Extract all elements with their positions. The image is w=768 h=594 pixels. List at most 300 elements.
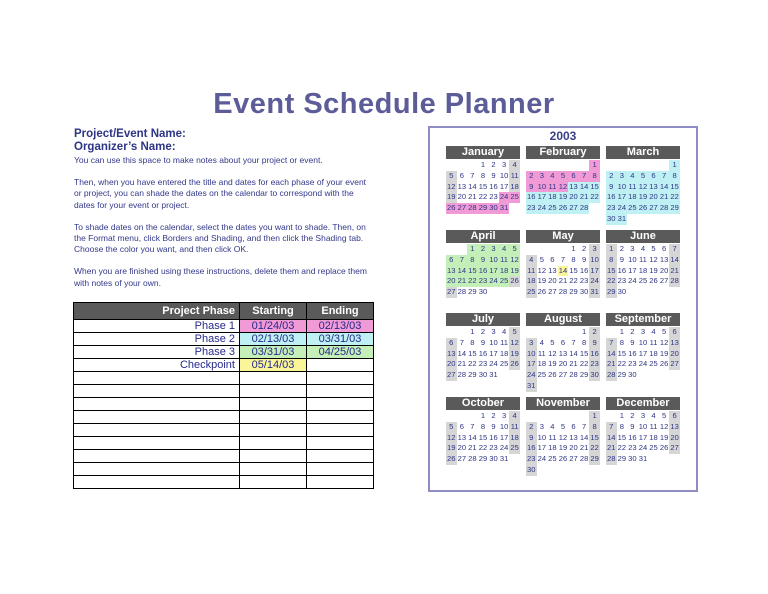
day-cell[interactable]: 19	[659, 348, 669, 358]
empty-cell[interactable]	[74, 385, 240, 398]
day-cell[interactable]: 3	[491, 327, 496, 336]
day-cell[interactable]: 28	[468, 454, 477, 464]
day-cell[interactable]: 11	[527, 265, 536, 275]
day-cell[interactable]: 16	[478, 348, 488, 358]
day-cell[interactable]: 4	[509, 160, 520, 171]
day-cell[interactable]: 8	[606, 255, 617, 266]
day-cell[interactable]: 21	[457, 276, 467, 286]
day-cell[interactable]: 2	[630, 411, 635, 420]
day-cell[interactable]: 7	[659, 171, 670, 182]
day-cell[interactable]: 7	[470, 170, 475, 180]
day-cell[interactable]: 22	[579, 359, 589, 369]
day-cell[interactable]: 6	[459, 170, 464, 180]
day-cell[interactable]: 9	[526, 182, 537, 193]
day-cell[interactable]: 14	[457, 265, 467, 275]
day-cell[interactable]: 26	[659, 443, 669, 453]
day-cell[interactable]: 27	[670, 359, 679, 369]
day-cell[interactable]: 20	[447, 359, 456, 369]
day-cell[interactable]: 13	[558, 348, 568, 358]
day-cell[interactable]: 6	[560, 337, 566, 347]
day-cell[interactable]: 16	[579, 265, 589, 275]
day-cell[interactable]: 31	[499, 203, 509, 213]
day-cell[interactable]: 2	[619, 244, 624, 253]
day-cell[interactable]: 8	[470, 337, 475, 347]
empty-cell[interactable]	[307, 476, 374, 489]
empty-cell[interactable]	[307, 411, 374, 424]
day-cell[interactable]: 29	[569, 287, 578, 297]
day-cell[interactable]: 12	[659, 421, 669, 431]
day-cell[interactable]: 29	[670, 203, 679, 213]
day-cell[interactable]: 7	[581, 421, 587, 431]
day-cell[interactable]: 16	[478, 265, 488, 275]
day-cell[interactable]: 28	[457, 370, 467, 380]
day-cell[interactable]: 2	[491, 411, 496, 420]
day-cell[interactable]: 17	[489, 265, 498, 275]
day-cell[interactable]: 18	[649, 432, 658, 442]
day-cell[interactable]: 24	[617, 203, 627, 213]
day-cell[interactable]: 19	[447, 192, 456, 202]
day-cell[interactable]: 5	[446, 171, 457, 182]
day-cell[interactable]: 11	[548, 432, 557, 442]
day-cell[interactable]: 1	[606, 244, 617, 255]
day-cell[interactable]: 6	[661, 244, 667, 253]
day-cell[interactable]: 22	[617, 443, 627, 453]
day-cell[interactable]: 27	[649, 203, 658, 213]
day-cell[interactable]: 3	[539, 421, 544, 431]
day-cell[interactable]: 1	[589, 411, 600, 422]
day-cell[interactable]: 19	[558, 443, 568, 453]
day-cell[interactable]: 17	[537, 192, 547, 202]
empty-cell[interactable]	[240, 372, 307, 385]
day-cell[interactable]: 17	[638, 432, 648, 442]
empty-cell[interactable]	[307, 398, 374, 411]
day-cell[interactable]: 26	[447, 454, 456, 464]
day-cell[interactable]: 25	[649, 443, 658, 453]
day-cell[interactable]: 22	[478, 192, 488, 202]
day-cell[interactable]: 21	[607, 443, 616, 453]
empty-cell[interactable]	[240, 476, 307, 489]
day-cell[interactable]: 30	[489, 203, 498, 213]
day-cell[interactable]: 9	[581, 254, 587, 264]
day-cell[interactable]: 12	[510, 254, 519, 264]
day-cell[interactable]: 29	[468, 287, 477, 297]
empty-cell[interactable]	[74, 424, 240, 437]
day-cell[interactable]: 13	[670, 337, 679, 347]
day-cell[interactable]: 14	[670, 254, 679, 264]
day-cell[interactable]: 21	[579, 192, 589, 202]
day-cell[interactable]: 23	[478, 276, 488, 286]
day-cell[interactable]: 26	[649, 276, 658, 286]
day-cell[interactable]: 3	[501, 411, 507, 420]
empty-cell[interactable]	[74, 411, 240, 424]
day-cell[interactable]: 5	[638, 171, 649, 182]
day-cell[interactable]: 23	[489, 192, 498, 202]
day-cell[interactable]: 16	[590, 348, 599, 358]
end-date-cell[interactable]: 02/13/03	[307, 320, 374, 333]
day-cell[interactable]: 26	[548, 370, 557, 380]
day-cell[interactable]: 24	[638, 443, 648, 453]
day-cell[interactable]: 12	[638, 181, 648, 191]
day-cell[interactable]: 16	[607, 192, 616, 202]
day-cell[interactable]: 4	[526, 255, 537, 266]
day-cell[interactable]: 15	[607, 265, 616, 275]
day-cell[interactable]: 24	[537, 454, 547, 464]
day-cell[interactable]: 24	[499, 443, 509, 453]
day-cell[interactable]: 16	[628, 348, 637, 358]
day-cell[interactable]: 22	[670, 192, 679, 202]
phase-name-cell[interactable]: Phase 1	[74, 320, 240, 333]
day-cell[interactable]: 10	[537, 432, 547, 442]
day-cell[interactable]: 3	[640, 327, 646, 336]
day-cell[interactable]: 23	[617, 276, 627, 286]
day-cell[interactable]: 1	[619, 411, 624, 420]
day-cell[interactable]: 4	[501, 327, 507, 336]
day-cell[interactable]: 15	[579, 348, 589, 358]
day-cell[interactable]: 26	[558, 454, 568, 464]
day-cell[interactable]: 5	[661, 327, 667, 336]
day-cell[interactable]: 15	[478, 432, 488, 442]
day-cell[interactable]: 28	[468, 203, 477, 213]
day-cell[interactable]: 7	[606, 422, 617, 433]
day-cell[interactable]: 3	[617, 171, 628, 182]
day-cell[interactable]: 11	[628, 181, 637, 191]
day-cell[interactable]: 30	[617, 287, 627, 297]
day-cell[interactable]: 28	[607, 370, 616, 380]
day-cell[interactable]: 30	[478, 370, 488, 380]
day-cell[interactable]: 25	[628, 203, 637, 213]
day-cell[interactable]: 10	[628, 254, 637, 264]
day-cell[interactable]: 20	[659, 265, 669, 275]
day-cell[interactable]: 12	[447, 181, 456, 191]
day-cell[interactable]: 11	[500, 254, 509, 264]
day-cell[interactable]: 21	[569, 359, 578, 369]
day-cell[interactable]: 1	[480, 411, 486, 420]
day-cell[interactable]: 10	[638, 421, 648, 431]
day-cell[interactable]: 21	[468, 443, 477, 453]
day-cell[interactable]: 14	[468, 181, 477, 191]
start-date-cell[interactable]: 03/31/03	[240, 346, 307, 359]
day-cell[interactable]: 24	[499, 192, 509, 202]
day-cell[interactable]: 30	[579, 287, 589, 297]
day-cell[interactable]: 11	[649, 421, 658, 431]
day-cell[interactable]: 18	[649, 348, 658, 358]
day-cell[interactable]: 28	[670, 276, 679, 286]
day-cell[interactable]: 16	[527, 192, 536, 202]
day-cell[interactable]: 11	[639, 254, 647, 264]
day-cell[interactable]: 1	[571, 244, 576, 253]
day-cell[interactable]: 23	[628, 359, 637, 369]
day-cell[interactable]: 23	[489, 443, 498, 453]
day-cell[interactable]: 16	[489, 181, 498, 191]
day-cell[interactable]: 5	[446, 422, 457, 433]
day-cell[interactable]: 16	[527, 443, 536, 453]
day-cell[interactable]: 14	[659, 181, 669, 191]
day-cell[interactable]: 15	[468, 265, 477, 275]
day-cell[interactable]: 20	[670, 348, 679, 358]
day-cell[interactable]: 12	[649, 254, 658, 264]
day-cell[interactable]: 12	[659, 337, 669, 347]
day-cell[interactable]: 24	[590, 276, 599, 286]
day-cell[interactable]: 1	[589, 160, 600, 171]
empty-cell[interactable]	[240, 398, 307, 411]
empty-cell[interactable]	[74, 372, 240, 385]
start-date-cell[interactable]: 02/13/03	[240, 333, 307, 346]
day-cell[interactable]: 11	[537, 348, 546, 358]
day-cell[interactable]: 17	[617, 192, 627, 202]
day-cell[interactable]: 27	[447, 287, 456, 297]
day-cell[interactable]: 18	[527, 276, 536, 286]
day-cell[interactable]: 23	[607, 203, 616, 213]
day-cell[interactable]: 13	[457, 432, 467, 442]
day-cell[interactable]: 15	[590, 181, 599, 191]
day-cell[interactable]: 24	[489, 359, 498, 369]
notes-text[interactable]	[74, 155, 374, 289]
day-cell[interactable]: 26	[638, 203, 648, 213]
day-cell[interactable]: 24	[537, 203, 547, 213]
day-cell[interactable]: 28	[569, 370, 578, 380]
day-cell[interactable]: 28	[579, 203, 589, 213]
day-cell[interactable]: 4	[499, 244, 510, 255]
day-cell[interactable]: 31	[499, 454, 509, 464]
day-cell[interactable]: 19	[659, 432, 669, 442]
day-cell[interactable]: 22	[590, 192, 599, 202]
day-cell[interactable]: 6	[571, 421, 576, 431]
day-cell[interactable]: 5	[539, 254, 544, 264]
day-cell[interactable]: 11	[510, 170, 519, 180]
day-cell[interactable]: 12	[510, 337, 519, 347]
empty-cell[interactable]	[307, 424, 374, 437]
day-cell[interactable]: 1	[470, 327, 475, 336]
day-cell[interactable]: 19	[510, 265, 519, 275]
day-cell[interactable]: 17	[590, 265, 599, 275]
day-cell[interactable]: 25	[510, 192, 519, 202]
day-cell[interactable]: 21	[558, 276, 568, 286]
day-cell[interactable]: 19	[649, 265, 658, 275]
day-cell[interactable]: 18	[548, 443, 557, 453]
day-cell[interactable]: 10	[638, 337, 648, 347]
day-cell[interactable]: 21	[468, 192, 477, 202]
day-cell[interactable]: 16	[489, 432, 498, 442]
day-cell[interactable]: 3	[630, 244, 635, 253]
day-cell[interactable]: 20	[457, 192, 467, 202]
day-cell[interactable]: 27	[457, 454, 467, 464]
day-cell[interactable]: 3	[640, 411, 646, 420]
day-cell[interactable]: 13	[670, 421, 679, 431]
day-cell[interactable]: 12	[447, 432, 456, 442]
day-cell[interactable]: 14	[468, 432, 477, 442]
empty-cell[interactable]	[307, 463, 374, 476]
day-cell[interactable]: 11	[500, 337, 509, 347]
day-cell[interactable]: 18	[499, 348, 509, 358]
day-cell[interactable]: 23	[590, 359, 599, 369]
day-cell[interactable]: 10	[489, 337, 498, 347]
empty-cell[interactable]	[74, 398, 240, 411]
day-cell[interactable]: 30	[628, 370, 637, 380]
day-cell[interactable]: 12	[558, 181, 568, 191]
day-cell[interactable]: 20	[447, 276, 456, 286]
day-cell[interactable]: 31	[527, 380, 536, 390]
day-cell[interactable]: 2	[581, 244, 587, 253]
day-cell[interactable]: 14	[607, 432, 616, 442]
empty-cell[interactable]	[74, 463, 240, 476]
day-cell[interactable]: 7	[457, 255, 468, 266]
day-cell[interactable]: 13	[457, 181, 467, 191]
day-cell[interactable]: 23	[527, 454, 536, 464]
day-cell[interactable]: 30	[489, 454, 498, 464]
day-cell[interactable]: 25	[548, 203, 557, 213]
day-cell[interactable]: 1	[669, 160, 680, 171]
day-cell[interactable]: 25	[499, 359, 509, 369]
day-cell[interactable]: 8	[669, 171, 680, 182]
day-cell[interactable]: 6	[669, 327, 680, 338]
empty-cell[interactable]	[307, 437, 374, 450]
day-cell[interactable]: 31	[489, 370, 498, 380]
day-cell[interactable]: 8	[619, 337, 624, 347]
day-cell[interactable]: 25	[649, 359, 658, 369]
day-cell[interactable]: 22	[607, 276, 616, 286]
day-cell[interactable]: 23	[579, 276, 589, 286]
day-cell[interactable]: 23	[527, 203, 536, 213]
day-cell[interactable]: 21	[579, 443, 589, 453]
day-cell[interactable]: 15	[617, 348, 627, 358]
day-cell[interactable]: 27	[447, 370, 456, 380]
day-cell[interactable]: 8	[571, 254, 576, 264]
day-cell[interactable]: 2	[630, 327, 635, 336]
day-cell[interactable]: 8	[467, 255, 478, 266]
day-cell[interactable]: 2	[480, 327, 486, 336]
day-cell[interactable]: 17	[499, 181, 509, 191]
day-cell[interactable]: 17	[499, 432, 509, 442]
day-cell[interactable]: 18	[628, 192, 637, 202]
day-cell[interactable]: 21	[659, 192, 669, 202]
day-cell[interactable]: 1	[480, 160, 486, 169]
day-cell[interactable]: 26	[537, 287, 547, 297]
day-cell[interactable]: 10	[499, 170, 509, 180]
day-cell[interactable]: 3	[526, 338, 537, 349]
day-cell[interactable]: 8	[480, 170, 486, 180]
day-cell[interactable]: 15	[617, 432, 627, 442]
day-cell[interactable]: 18	[548, 192, 557, 202]
end-date-cell[interactable]	[307, 359, 374, 372]
day-cell[interactable]: 29	[617, 454, 627, 464]
day-cell[interactable]: 30	[628, 454, 637, 464]
day-cell[interactable]: 2	[491, 160, 496, 169]
day-cell[interactable]: 7	[669, 244, 680, 255]
empty-cell[interactable]	[307, 372, 374, 385]
day-cell[interactable]: 3	[589, 244, 600, 255]
day-cell[interactable]: 25	[548, 454, 557, 464]
day-cell[interactable]: 8	[619, 421, 624, 431]
day-cell[interactable]: 2	[606, 171, 617, 182]
day-cell[interactable]: 26	[558, 203, 568, 213]
day-cell[interactable]: 10	[489, 254, 498, 264]
day-cell[interactable]: 5	[560, 421, 566, 431]
day-cell[interactable]: 14	[457, 348, 467, 358]
phase-name-cell[interactable]: Phase 2	[74, 333, 240, 346]
day-cell[interactable]: 14	[579, 181, 589, 191]
day-cell[interactable]: 6	[550, 254, 555, 264]
day-cell[interactable]: 21	[607, 359, 616, 369]
day-cell[interactable]: 17	[489, 348, 498, 358]
day-cell[interactable]: 9	[480, 337, 486, 347]
day-cell[interactable]: 15	[478, 181, 488, 191]
day-cell[interactable]: 31	[590, 287, 599, 297]
day-cell[interactable]: 22	[468, 276, 477, 286]
empty-cell[interactable]	[240, 437, 307, 450]
empty-cell[interactable]	[307, 385, 374, 398]
day-cell[interactable]: 29	[478, 203, 488, 213]
day-cell[interactable]: 19	[510, 348, 519, 358]
day-cell[interactable]: 15	[569, 265, 578, 275]
day-cell[interactable]: 18	[510, 181, 519, 191]
day-cell[interactable]: 4	[627, 171, 638, 182]
day-cell[interactable]: 9	[491, 170, 496, 180]
day-cell[interactable]: 13	[659, 254, 669, 264]
day-cell[interactable]: 19	[548, 359, 557, 369]
day-cell[interactable]: 10	[617, 181, 627, 191]
day-cell[interactable]: 4	[651, 411, 656, 420]
day-cell[interactable]: 8	[480, 421, 486, 431]
day-cell[interactable]: 1	[581, 327, 587, 336]
day-cell[interactable]: 28	[457, 287, 467, 297]
day-cell[interactable]: 29	[590, 454, 599, 464]
day-cell[interactable]: 20	[548, 276, 557, 286]
day-cell[interactable]: 2	[526, 422, 537, 433]
day-cell[interactable]: 2	[589, 327, 600, 338]
day-cell[interactable]: 31	[638, 454, 648, 464]
day-cell[interactable]: 17	[638, 348, 648, 358]
day-cell[interactable]: 10	[537, 181, 547, 191]
day-cell[interactable]: 3	[488, 244, 499, 255]
day-cell[interactable]: 30	[607, 213, 616, 223]
day-cell[interactable]: 20	[670, 432, 679, 442]
day-cell[interactable]: 27	[569, 454, 578, 464]
day-cell[interactable]: 14	[558, 265, 568, 275]
day-cell[interactable]: 9	[619, 254, 624, 264]
empty-cell[interactable]	[74, 437, 240, 450]
day-cell[interactable]: 9	[526, 433, 537, 444]
day-cell[interactable]: 15	[670, 181, 679, 191]
day-cell[interactable]: 12	[558, 432, 568, 442]
phase-name-cell[interactable]: Checkpoint	[74, 359, 240, 372]
day-cell[interactable]: 29	[478, 454, 488, 464]
start-date-cell[interactable]: 05/14/03	[240, 359, 307, 372]
day-cell[interactable]: 18	[499, 265, 509, 275]
day-cell[interactable]: 30	[590, 370, 599, 380]
day-cell[interactable]: 19	[638, 192, 648, 202]
day-cell[interactable]: 22	[478, 443, 488, 453]
day-cell[interactable]: 11	[548, 181, 557, 191]
day-cell[interactable]: 15	[590, 432, 599, 442]
phase-name-cell[interactable]: Phase 3	[74, 346, 240, 359]
day-cell[interactable]: 25	[527, 287, 536, 297]
day-cell[interactable]: 27	[569, 203, 578, 213]
empty-cell[interactable]	[240, 385, 307, 398]
day-cell[interactable]: 19	[447, 443, 456, 453]
end-date-cell[interactable]: 03/31/03	[307, 333, 374, 346]
day-cell[interactable]: 28	[607, 454, 616, 464]
day-cell[interactable]: 17	[628, 265, 637, 275]
day-cell[interactable]: 23	[628, 443, 637, 453]
day-cell[interactable]: 24	[527, 370, 536, 380]
day-cell[interactable]: 7	[579, 171, 590, 182]
day-cell[interactable]: 5	[509, 327, 520, 338]
day-cell[interactable]: 17	[537, 443, 547, 453]
day-cell[interactable]: 29	[579, 370, 589, 380]
day-cell[interactable]: 18	[537, 359, 547, 369]
day-cell[interactable]: 22	[617, 359, 627, 369]
day-cell[interactable]: 4	[550, 421, 555, 431]
